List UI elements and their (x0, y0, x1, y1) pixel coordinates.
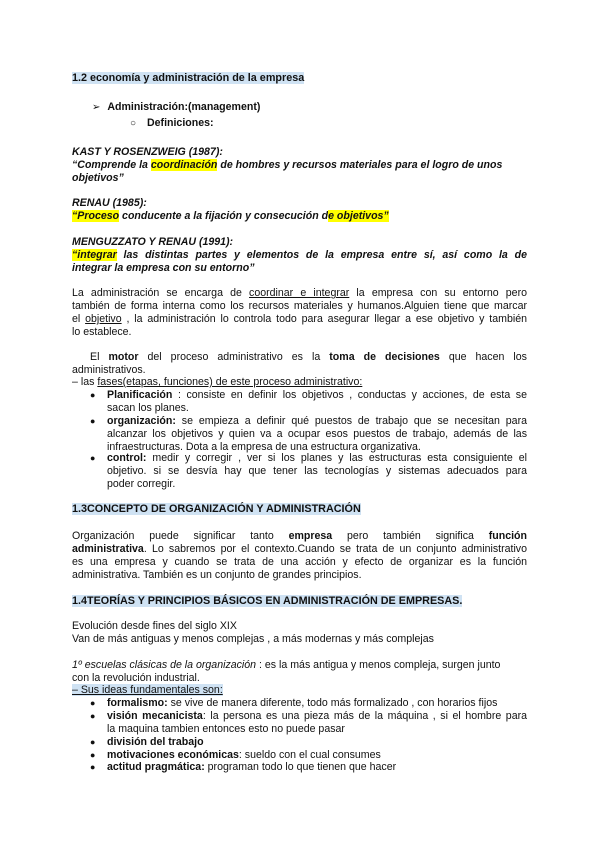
bullet-icon: ● (90, 416, 96, 426)
escuelas-line2: con la revolución industrial. (72, 672, 200, 684)
quote-menguzzato-line2: integrar la empresa con su entorno” (72, 262, 255, 274)
section-title: 1.4TEORÍAS Y PRINCIPIOS BÁSICOS EN ADMINISTRACIÓN DE EMPRESAS. (72, 595, 463, 607)
bullet-icon: ● (90, 390, 96, 400)
escuelas-line1: 1º escuelas clásicas de la organización : es la más antigua y menos compleja, surgen junto (72, 659, 501, 671)
s13-line4: administrativa. También es un conjunto de grandes principios. (72, 569, 362, 581)
para1-line1: La administración se encarga de coordinar e integrar la empresa con su entorno pero (72, 287, 527, 299)
section-title: 1.3CONCEPTO DE ORGANIZACIÓN Y ADMINISTRACIÓN (72, 503, 361, 515)
quote-renau: “Proceso conducente a la fijación y consecución de objetivos” (72, 210, 389, 222)
quote-kast: “Comprende la coordinación de hombres y recursos materiales para el logro de unos (72, 159, 503, 171)
circle-bullet-icon: ○ (130, 118, 137, 129)
para2-line3: – las fases(etapas, funciones) de este proceso administrativo: (72, 376, 363, 388)
bullet-icon: ● (90, 711, 96, 721)
bullet-icon: ● (90, 453, 96, 463)
bullet-icon: ● (90, 737, 96, 747)
quote-menguzzato: “integrar las distintas partes y elementos de la empresa entre sí, así como la de (72, 249, 527, 261)
section-heading-1-2 (72, 72, 527, 85)
quote-kast-line2: objetivos” (72, 172, 124, 184)
s13-line1: Organización puede significar tanto empresa pero también significa función (72, 530, 527, 542)
bullet-icon: ● (90, 698, 96, 708)
bullet-icon: ● (90, 750, 96, 760)
section-heading-1-3 (72, 503, 527, 516)
bullet-icon: ● (90, 762, 96, 772)
s13-line3: es una empresa y cuando se trata de una acción y efecto de organizar es la función (72, 556, 527, 568)
author-kast: KAST Y ROSENZWEIG (1987): (72, 146, 223, 158)
ideas-line: – Sus ideas fundamentales son: (72, 684, 223, 696)
author-renau: RENAU (1985): (72, 197, 147, 209)
para2-line2: administrativos. (72, 364, 146, 376)
definitions-item (130, 117, 585, 130)
section-heading-1-4 (72, 595, 527, 608)
author-menguzzato: MENGUZZATO Y RENAU (1991): (72, 236, 234, 248)
para1-line2: también de forma interna como los recursos materiales y humanos.Alguien tiene que marcar (72, 300, 527, 312)
van-line: Van de más antiguas y menos complejas , a más modernas y más complejas (72, 633, 434, 645)
para1-line4: lo establece. (72, 326, 132, 338)
evolution-line: Evolución desde fines del siglo XIX (72, 620, 237, 632)
admin-label: Administración:(management) (107, 101, 261, 113)
arrow-bullet-icon: ➢ (92, 102, 101, 113)
section-title: 1.2 economía y administración de la empresa (72, 72, 305, 84)
para2-line1: El motor del proceso administrativo es la toma de decisiones que hacen los (90, 351, 527, 363)
para1-line3: el objetivo , la administración lo controla todo para asegurar llegar a ese objetivo y también (72, 313, 527, 325)
definitions-label: Definiciones: (147, 117, 214, 129)
admin-item (92, 101, 547, 114)
s13-line2: administrativa. Lo sabremos por el contexto.Cuando se trata de un conjunto administrativo (72, 543, 527, 555)
